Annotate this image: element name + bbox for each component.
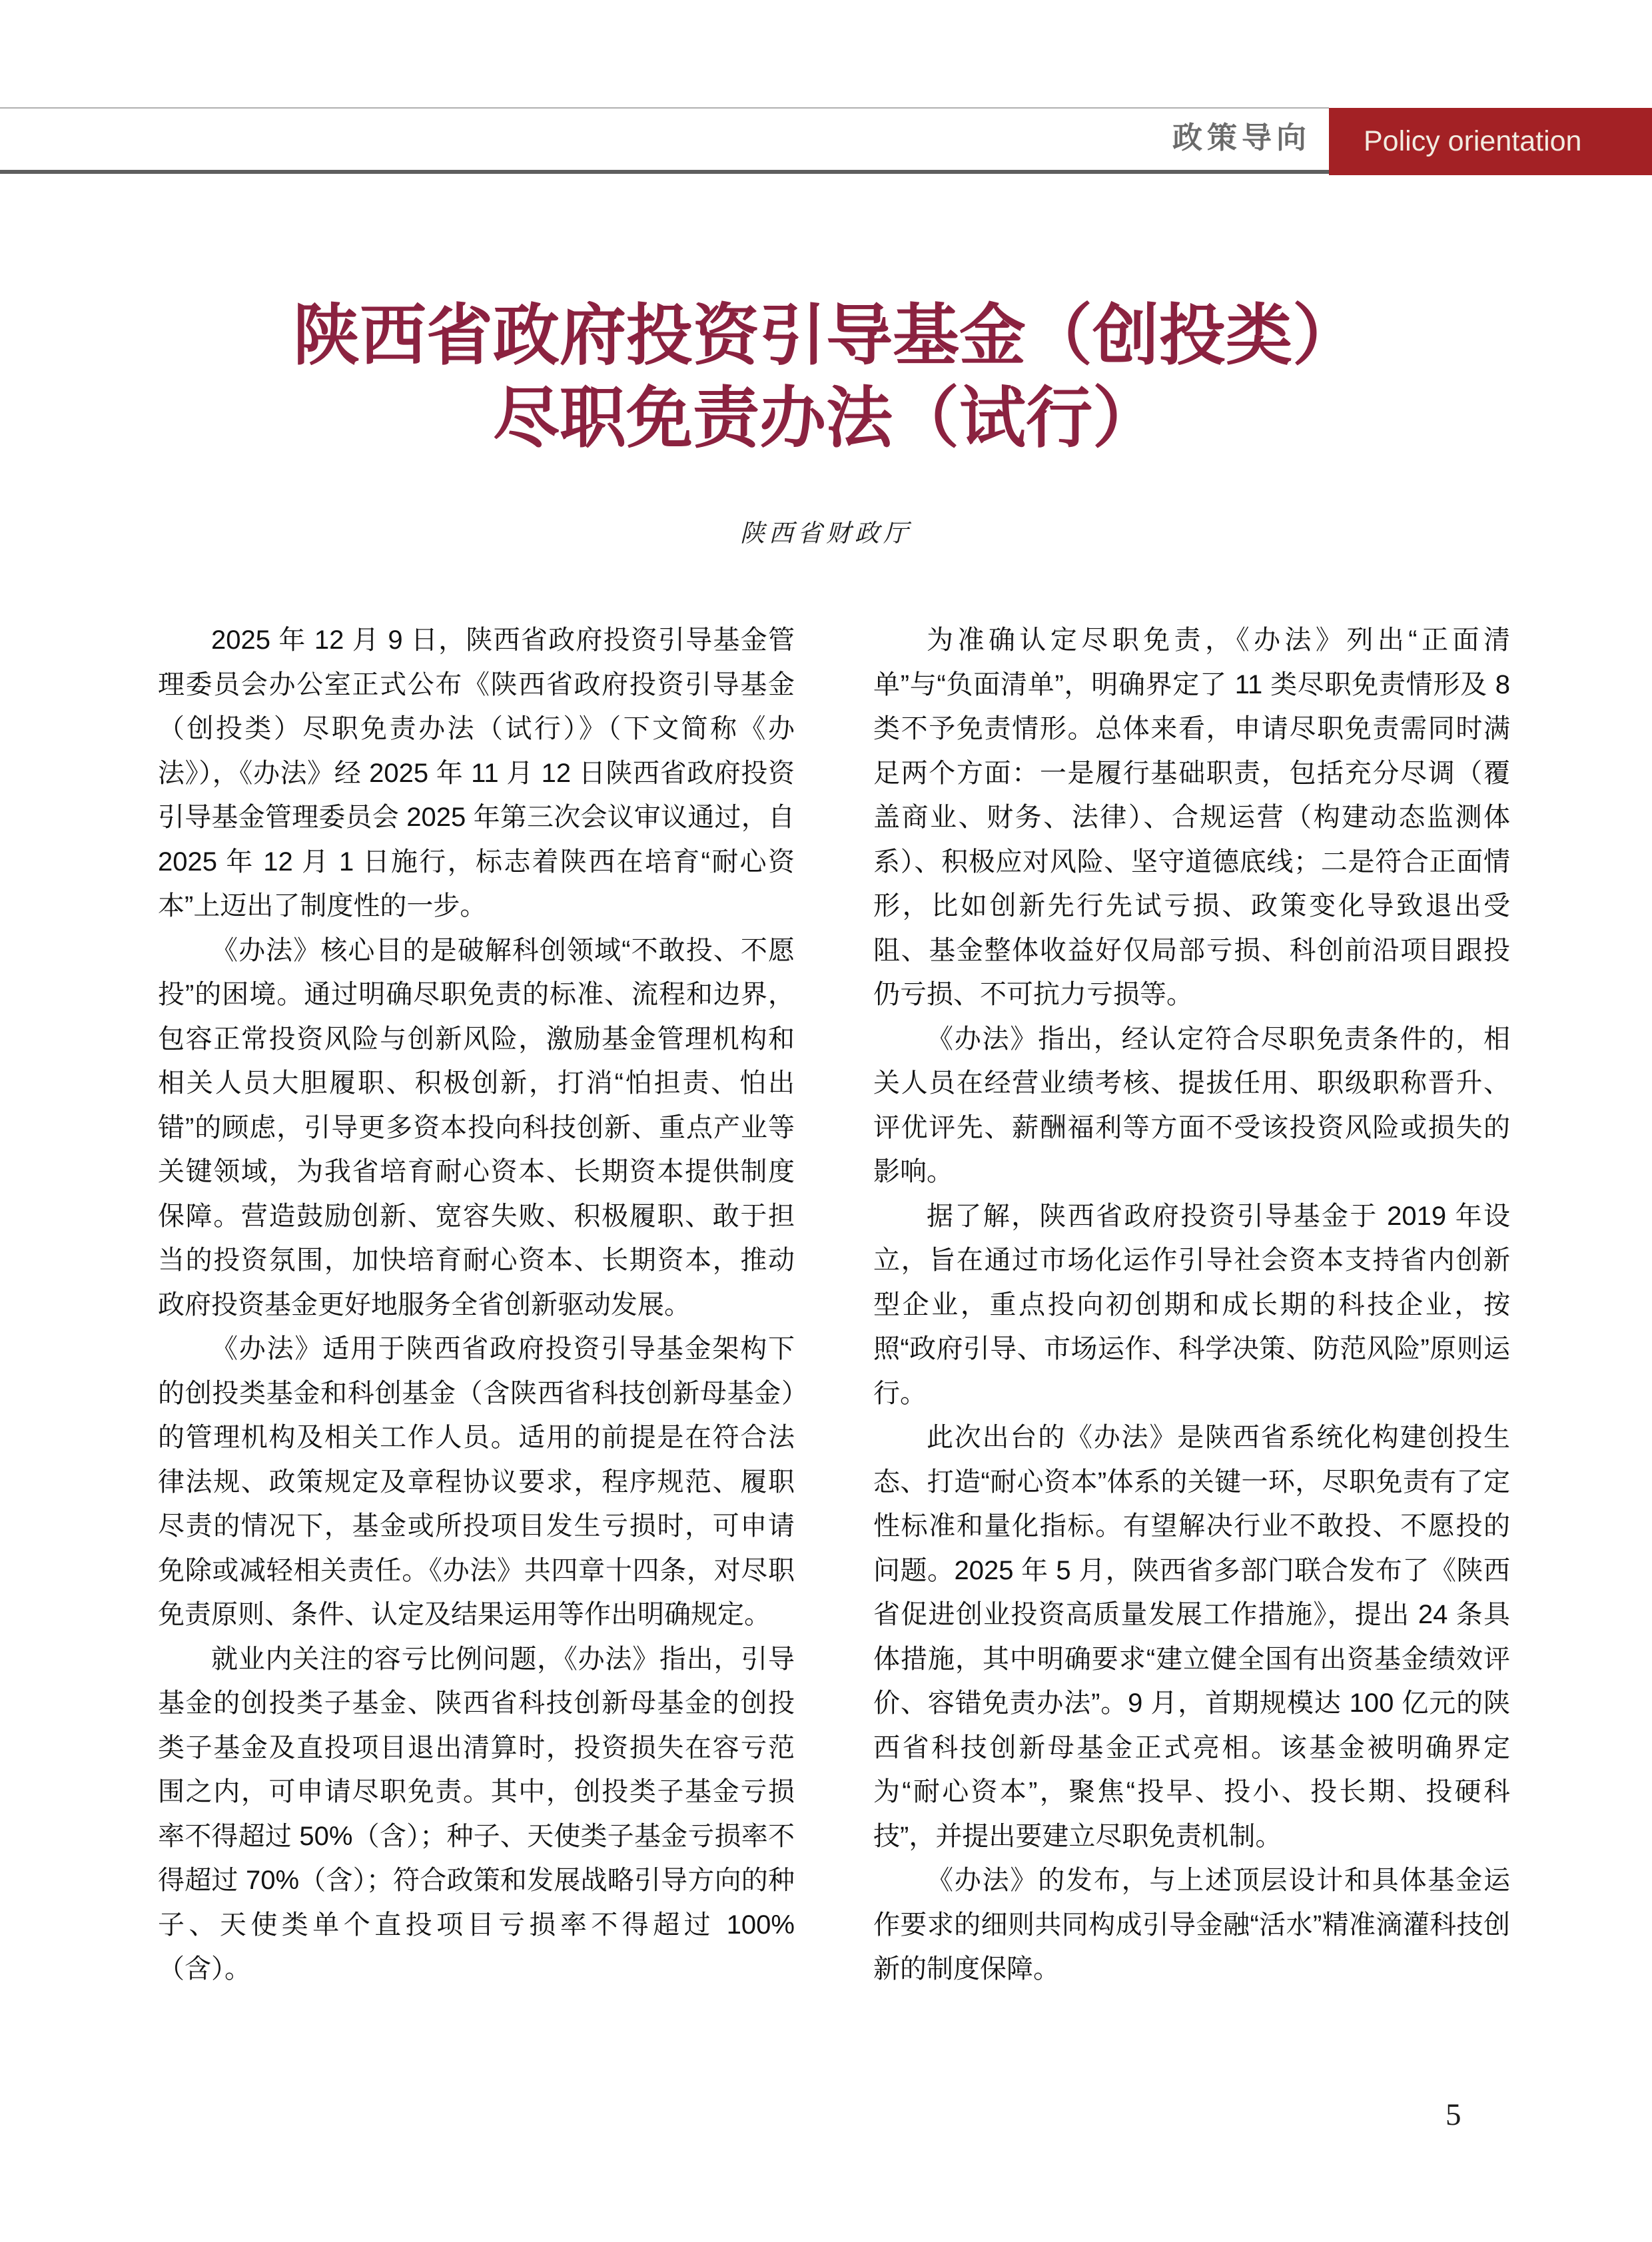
article-title-line1: 陕西省政府投资引导基金（创投类）	[293, 299, 1359, 373]
body-paragraph: 就业内关注的容亏比例问题，《办法》指出，引导基金的创投类子基金、陕西省科技创新母基金的创投类子基金及直投项目退出清算时，投资损失在容亏范围之内，可申请尽职免责。其中，创投类子基金亏损率不得超过 50%（含）；种子、天使类子基金亏损率不得超过 70%（含）；符合政策和发展战略引导方向的种子、天使类单个直投项目亏损率不得超过 100%（含）。	[158, 1644, 795, 1984]
header-rule-thin	[0, 107, 1329, 109]
header-rule-thick	[0, 170, 1329, 174]
body-paragraph: 《办法》适用于陕西省政府投资引导基金架构下的创投类基金和科创基金（含陕西省科技创新母基金）的管理机构及相关工作人员。适用的前提是在符合法律法规、政策规定及章程协议要求，程序规范、履职尽责的情况下，基金或所投项目发生亏损时，可申请免除或减轻相关责任。《办法》共四章十四条，对尽职免责原则、条件、认定及结果运用等作出明确规定。	[158, 1334, 795, 1629]
body-paragraph: 为准确认定尽职免责，《办法》列出“正面清单”与“负面清单”，明确界定了 11 类尽职免责情形及 8 类不予免责情形。总体来看，申请尽职免责需同时满足两个方面：一是履行基础职责，包括充分尽调（覆盖商业、财务、法律）、合规运营（构建动态监测体系）、积极应对风险、坚守道德底线；二是符合正面情形，比如创新先行先试亏损、政策变化导致退出受阻、基金整体收益好仅局部亏损、科创前沿项目跟投仍亏损、不可抗力亏损等。	[873, 625, 1510, 1009]
body-column-left	[158, 618, 795, 1992]
body-paragraph: 2025 年 12 月 9 日，陕西省政府投资引导基金管理委员会办公室正式公布《陕西省政府投资引导基金（创投类）尽职免责办法（试行）》（下文简称《办法》），《办法》经 2025 年 11 月 12 日陕西省政府投资引导基金管理委员会 2025 年第三次会议审议通过，自 2025 年 12 月 1 日施行，标志着陕西在培育“耐心资本”上迈出了制度性的一步。	[158, 625, 795, 921]
body-paragraph: 此次出台的《办法》是陕西省系统化构建创投生态、打造“耐心资本”体系的关键一环，尽职免责有了定性标准和量化指标。有望解决行业不敢投、不愿投的问题。2025 年 5 月，陕西省多部门联合发布了《陕西省促进创业投资高质量发展工作措施》，提出 24 条具体措施，其中明确要求“建立健全国有出资基金绩效评价、容错免责办法”。9 月，首期规模达 100 亿元的陕西省科技创新母基金正式亮相。该基金被明确界定为“耐心资本”，聚焦“投早、投小、投长期、投硬科技”，并提出要建立尽职免责机制。	[873, 1423, 1510, 1851]
body-paragraph: 据了解，陕西省政府投资引导基金于 2019 年设立，旨在通过市场化运作引导社会资本支持省内创新型企业，重点投向初创期和成长期的科技企业，按照“政府引导、市场运作、科学决策、防范风险”原则运行。	[873, 1201, 1510, 1408]
body-paragraph: 《办法》核心目的是破解科创领域“不敢投、不愿投”的困境。通过明确尽职免责的标准、流程和边界，包容正常投资风险与创新风险，激励基金管理机构和相关人员大胆履职、积极创新，打消“怕担责、怕出错”的顾虑，引导更多资本投向科技创新、重点产业等关键领域，为我省培育耐心资本、长期资本提供制度保障。营造鼓励创新、宽容失败、积极履职、敢于担当的投资氛围，加快培育耐心资本、长期资本，推动政府投资基金更好地服务全省创新驱动发展。	[158, 935, 795, 1319]
body-paragraph: 《办法》指出，经认定符合尽职免责条件的，相关人员在经营业绩考核、提拔任用、职级职称晋升、评优评先、薪酬福利等方面不受该投资风险或损失的影响。	[873, 1024, 1510, 1186]
page-number: 5	[1446, 2097, 1461, 2132]
article-title-line2: 尽职免责办法（试行）	[493, 382, 1159, 456]
section-label-en: Policy orientation	[1364, 125, 1582, 157]
section-label-en-box	[1329, 108, 1652, 175]
author-byline: 陕西省财政厅	[740, 520, 912, 548]
article-title	[0, 295, 1652, 460]
section-label-cn: 政策导向	[1172, 121, 1311, 155]
body-column-right	[873, 618, 1510, 1992]
body-paragraph: 《办法》的发布，与上述顶层设计和具体基金运作要求的细则共同构成引导金融“活水”精准滴灌科技创新的制度保障。	[873, 1866, 1510, 1984]
